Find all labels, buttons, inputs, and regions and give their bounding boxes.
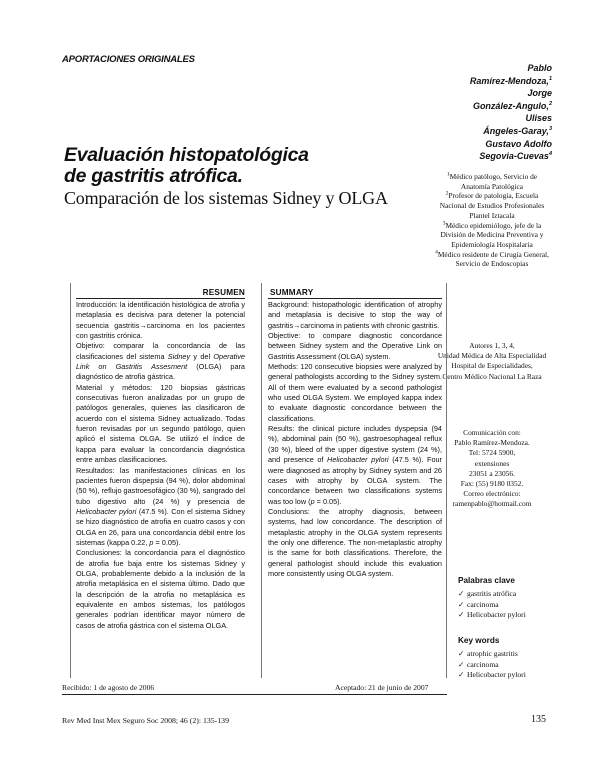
author-line: González-Angulo,$^2$ <box>472 100 552 111</box>
keyword-item: ✓ carcinoma <box>458 599 499 609</box>
column-divider <box>70 283 71 678</box>
resumen-text <box>76 300 245 631</box>
page-number: 135 <box>531 714 546 725</box>
accepted-date: Aceptado: 21 de junio de 2007 <box>335 683 429 692</box>
resumen-resultados: Resultados: las manifestaciones clínicas en los pacientes fueron dispepsia (94 %), dolor abdominal (50 %), reflujo gastroesofágico (30 %), sangrado del tubo digestivo alto (24 %) y presencia de Helicobacter pylori (47.5 %). Con el sistema Sidney se hizo diagnóstico de atrofia en cuatro casos y con OLGA en 26, para una concordancia débil entre los sistemas (kappa 0.22, p = 0.05). <box>76 465 245 547</box>
received-date: Recibido: 1 de agosto de 2006 <box>62 683 155 692</box>
resumen-objetivo: Objetivo: comparar la concordancia de las clasificaciones del sistema Sidney y del Operative Link on Gastritis Assesment (OLGA) para diagnóstico de atrofia gástrica. <box>76 341 245 382</box>
affiliation: $^2$Profesor de patología, Escuela Nacional de Estudios Profesionales Plantel Iztacala <box>439 190 545 220</box>
keyword-item: ✓ atrophic gastritis <box>458 649 518 658</box>
title-line-2: de gastritis atrófica. <box>64 165 243 187</box>
article-subtitle: Comparación de los sistemas Sidney y OLGA <box>64 188 388 208</box>
author-line: Gustavo Adolfo <box>485 138 552 149</box>
keyword-item: ✓ carcinoma <box>458 659 499 669</box>
footer-rule <box>62 694 447 695</box>
check-icon: ✓ <box>458 649 465 658</box>
email-address: ramenpablo@hotmail.com <box>452 499 532 509</box>
summary-conclusions: Conclusions: the atrophy diagnosis, between systems, had low concordance. The description of metaplastic atrophy in the OLGA system represents the only one difference. The non-metaplastic atrophy is the same for both classifications. Therefore, the general pathologist should include this evaluation more consistently using OLGA system. <box>268 506 442 578</box>
author-line: Ulises <box>525 113 552 124</box>
check-icon: ✓ <box>458 599 465 609</box>
summary-methods: Methods: 120 consecutive biopsies were analyzed by general pathologists according to the Sidney system. All of them were evaluated by a second pathologist who used OLGA System. We employed kappa index to evaluate diagnostic concordance between the classifications. <box>268 362 442 423</box>
check-icon: ✓ <box>458 589 465 598</box>
journal-citation: Rev Med Inst Mex Seguro Soc 2008; 46 (2): 135-139 <box>62 716 229 725</box>
title-line-1: Evaluación histopatológica <box>64 144 309 166</box>
resumen-heading: RESUMEN <box>202 288 245 297</box>
resumen-metodos: Material y métodos: 120 biopsias gástricas consecutivas fueron analizadas por un grupo de patólogos generales, quienes las clasificaron de acuerdo con el sistema Sidney actualizado. Todas fueron revisadas por un segundo patólogo, quien aplicó el sistema OLGA. Se utilizó el índice de kappa para evaluar la concordancia diagnóstica entre ambas clasificaciones. <box>76 382 245 465</box>
section-label: APORTACIONES ORIGINALES <box>62 54 195 65</box>
summary-results: Results: the clinical picture includes dyspepsia (94 %), abdominal pain (50 %), gastroesophageal reflux (30 %), bleed of the upper digestive system (24 %), and presence of Helicobacter pylori (47.5 %). Four were diagnosed as atrophy by Sidney system and 26 cases with atrophy by OLGA system. The concordance between two classifications systems was too low (p = 0.05). <box>268 424 442 506</box>
author-line: Ramírez-Mendoza,$^1$ <box>469 75 552 86</box>
key-words-list <box>458 649 526 681</box>
palabras-clave-list <box>458 589 526 621</box>
author-line: Pablo <box>527 63 552 73</box>
heading-rule <box>76 298 245 299</box>
institution-address: Autores 1, 3, 4, Unidad Médica de Alta Especialidad Hospital de Especialidades, Centro Médico Nacional La Raza <box>437 341 547 381</box>
author-line: Ángeles-Garay,$^3$ <box>483 125 552 136</box>
author-line: Segovia-Cuevas$^4$ <box>479 151 552 162</box>
palabras-clave-heading: Palabras clave <box>458 576 515 585</box>
author-line: Jorge <box>527 88 552 99</box>
author-list <box>430 62 552 163</box>
correspondence: Comunicación con: Pablo Ramírez-Mendoza. Tel: 5724 5900, extensiones 23051 a 23056. Fax: (55) 9180 0352. Correo electrónico: ramenpablo@hotmail.com <box>432 428 552 510</box>
summary-objective: Objective: to compare diagnostic concordance between Sidney system and the Operative Link on Gastritis Assessment (OLGA) system. <box>268 331 442 361</box>
check-icon: ✓ <box>458 659 465 669</box>
check-icon: ✓ <box>458 610 465 619</box>
summary-text <box>268 300 442 579</box>
heading-rule <box>268 298 442 299</box>
summary-background: Background: histopathologic identification of atrophy and metaplasia is decisive to stop the way of gastritis→carcinoma in patients with chronic gastritis. <box>268 300 442 330</box>
affiliations <box>432 172 552 269</box>
key-words-heading: Key words <box>458 636 500 645</box>
affiliation: $^4$Médico residente de Cirugía General, Servicio de Endoscopias <box>435 249 549 269</box>
resumen-introduccion: Introducción: la identificación histológica de atrofia y metaplasia es decisiva para detener la potencial secuencia gastritis→carcinoma en los pacientes con gastritis crónica. <box>76 300 245 341</box>
affiliation: $^3$Médico epidemiólogo, jefe de la División de Medicina Preventiva y Epidemiología Hospitalaria <box>440 220 544 249</box>
keyword-item: ✓ Helicobacter pylori <box>458 610 526 619</box>
summary-heading: SUMMARY <box>270 288 314 297</box>
keyword-item: ✓ Helicobacter pylori <box>458 670 526 679</box>
column-divider <box>261 283 262 678</box>
resumen-conclusiones: Conclusiones: la concordancia para el diagnóstico de atrofia fue baja entre los sistemas Sidney y OLGA, probablemente debido a la inclusión de la atrofia metaplásica en el sistema último. Dado que la descripción de la atrofia no metaplásica es equivalente en ambos sistemas, los patólogos generales podrían identificar mayor número de casos de atrofia gástrica con el sistema OLGA. <box>76 548 245 630</box>
affiliation: $^1$Médico patólogo, Servicio de Anatomía Patológica <box>446 171 538 191</box>
check-icon: ✓ <box>458 670 465 679</box>
column-divider <box>446 283 447 678</box>
keyword-item: ✓ gastritis atrófica <box>458 589 517 598</box>
article-title <box>64 145 394 187</box>
